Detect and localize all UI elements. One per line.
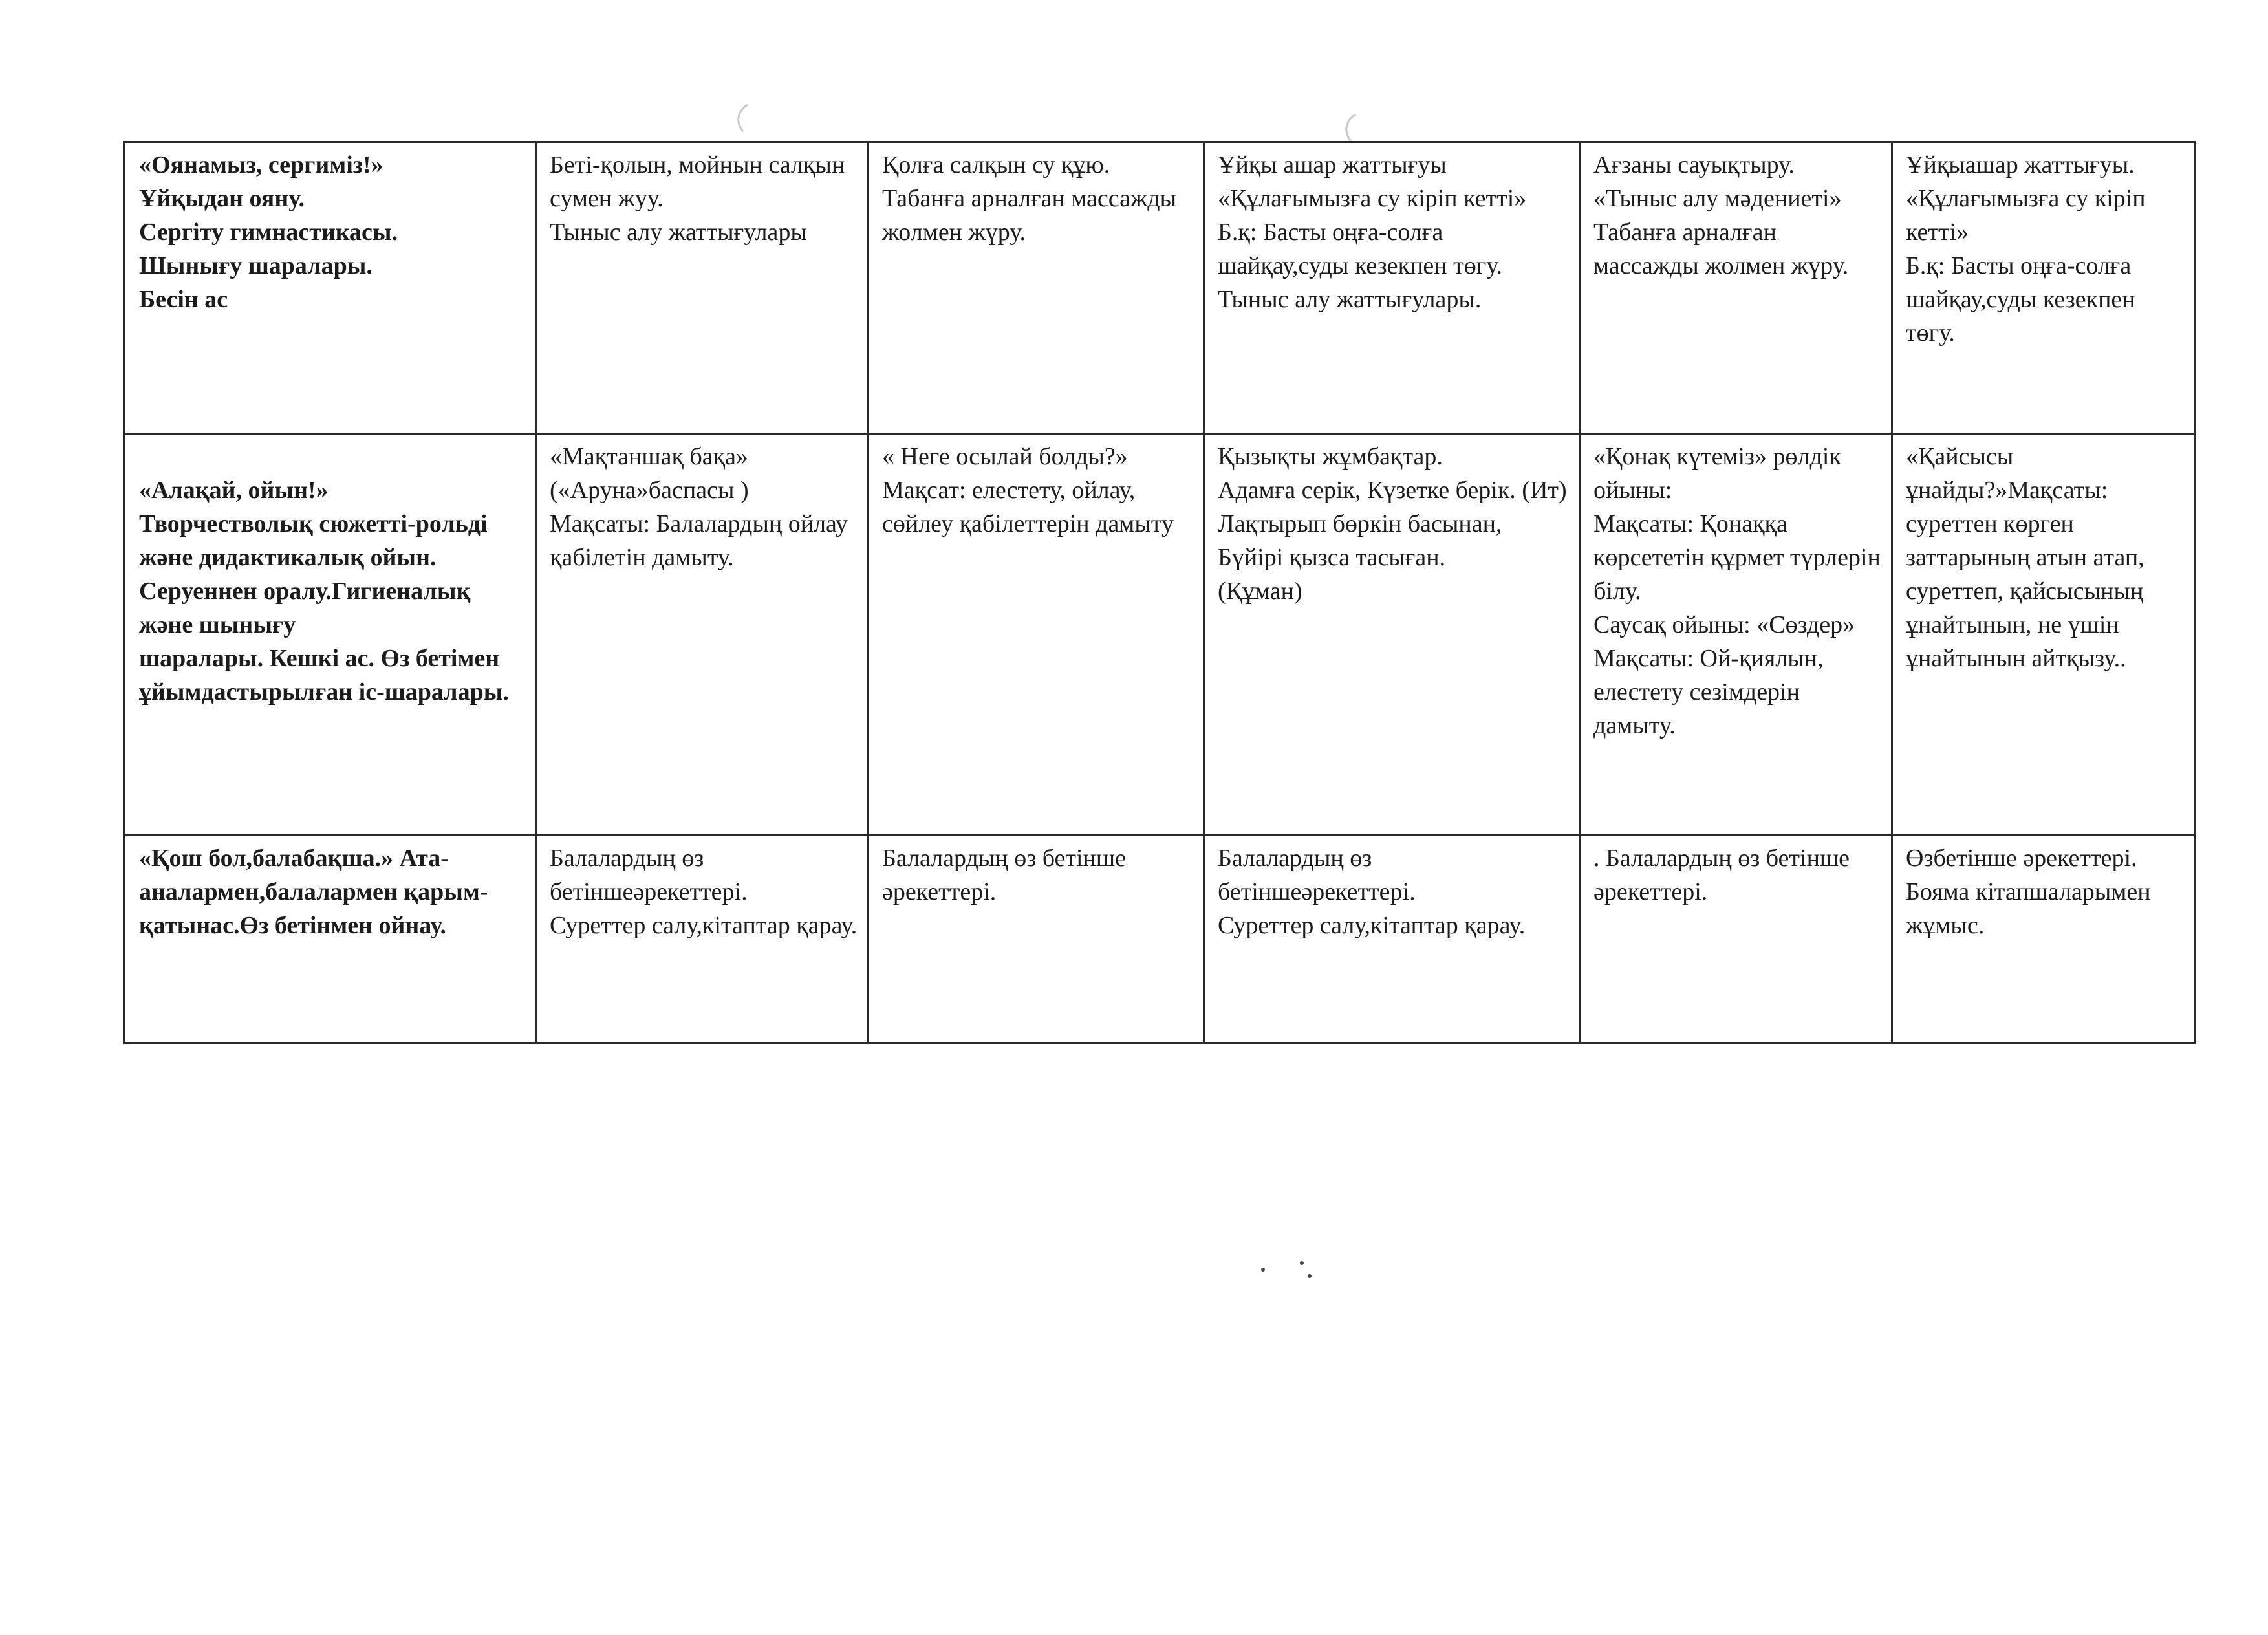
wednesday-cell: Балалардың өз бетіншеәрекеттері. Суреттер салу,кітаптар қарау.	[1204, 836, 1580, 1043]
monday-cell: Беті-қолын, мойнын салқын сумен жуу. Тыныс алу жаттығулары	[536, 142, 869, 434]
monday-cell: Балалардың өз бетіншеәрекеттері. Суреттер салу,кітаптар қарау.	[536, 836, 869, 1043]
thursday-cell: . Балалардың өз бетінше әрекеттері.	[1580, 836, 1892, 1043]
tuesday-cell: « Неге осылай болды?» Мақсат: елестету, ойлау, сөйлеу қабілеттерін дамыту	[869, 434, 1204, 836]
table-row	[124, 142, 2196, 434]
scan-artifact-arc	[734, 96, 796, 147]
wednesday-cell: Ұйқы ашар жаттығуы «Құлағымызға су кіріп кетті» Б.қ: Басты оңға-солға шайқау,суды кезекпен төгу. Тыныс алу жаттығулары.	[1204, 142, 1580, 434]
thursday-cell: «Қонақ күтеміз» рөлдік ойыны: Мақсаты: Қонаққа көрсететін құрмет түрлерін білу. Саусақ ойыны: «Сөздер» Мақсаты: Ой-қиялын, елестету сезімдерін дамыту.	[1580, 434, 1892, 836]
activity-heading: «Алақай, ойын!» Творчестволық сюжетті-рольді және дидактикалық ойын. Серуеннен оралу.Гигиеналық және шынығу шаралары. Кешкі ас. Өз бетімен ұйымдастырылған іс-шаралары.	[124, 434, 536, 836]
tuesday-cell: Балалардың өз бетінше әрекеттері.	[869, 836, 1204, 1043]
tuesday-cell: Қолға салқын су құю. Табанға арналған массажды жолмен жүру.	[869, 142, 1204, 434]
friday-cell: Өзбетінше әрекеттері. Бояма кітапшаларымен жұмыс.	[1892, 836, 2196, 1043]
monday-cell: «Мақтаншақ бақа» («Аруна»баспасы ) Мақсаты: Балалардың ойлау қабілетін дамыту.	[536, 434, 869, 836]
friday-cell: Ұйқыашар жаттығуы. «Құлағымызға су кіріп кетті» Б.қ: Басты оңға-солға шайқау,суды кезекпен төгу.	[1892, 142, 2196, 434]
activity-heading: «Оянамыз, сергиміз!» Ұйқыдан ояну. Сергіту гимнастикасы. Шынығу шаралары. Бесін ас	[124, 142, 536, 434]
wednesday-cell: Қызықты жұмбақтар. Адамға серік, Күзетке берік. (Ит) Лақтырып бөркін басынан, Бүйірі қызса тасыған. (Құман)	[1204, 434, 1580, 836]
activity-heading: «Қош бол,балабақша.» Ата-аналармен,балалармен қарым-қатынас.Өз бетінмен ойнау.	[124, 836, 536, 1043]
friday-cell: «Қайсысы ұнайды?»Мақсаты: суреттен көрген заттарының атын атап, суреттеп, қайсысының ұнайтынын, не үшін ұнайтынын айтқызу..	[1892, 434, 2196, 836]
daily-schedule-table	[123, 141, 2196, 1044]
thursday-cell: Ағзаны сауықтыру. «Тыныс алу мәдениеті» Табанға арналған массажды жолмен жүру.	[1580, 142, 1892, 434]
table-row	[124, 434, 2196, 836]
table-row	[124, 836, 2196, 1043]
